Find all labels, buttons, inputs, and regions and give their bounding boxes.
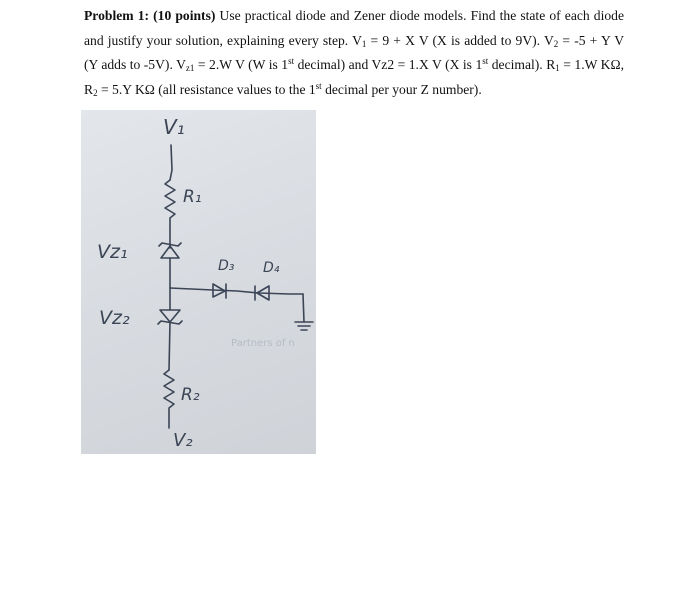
circuit-sketch (81, 110, 316, 454)
wire-ground-drop (303, 294, 304, 322)
wire-branch (170, 288, 303, 294)
label-r2: R₂ (181, 385, 200, 405)
label-d3: D₃ (218, 258, 235, 274)
zener-vz1-symbol (159, 243, 181, 258)
resistor-r1-symbol (165, 180, 175, 248)
wire-lower (169, 322, 170, 370)
ground-symbol (295, 322, 313, 330)
vz1-definition: = 2.W V (W is 1 (194, 57, 289, 72)
vz1-definition-end: decimal) and Vz2 = 1.X V (X is 1 (294, 57, 483, 72)
resistor-r2-symbol (164, 370, 174, 428)
problem-statement: Problem 1: (10 points) Use practical diode and Zener diode models. Find the state of each diode and justify your solution, explaining every step. $V_1 = 9 + X$ V (X is added to 9V). $V_2 = -5 + Y$ V (Y adds to -5V). $V_{z1} = 2.W$ V (W is 1st decimal) and Vz2 = 1.X V (X is 1st decimal). $R_1 = 1.W$ KΩ, $R_2 = 5.Y$ KΩ (all resistance values to the 1st decimal per your Z number). (84, 8, 625, 98)
problem-label: Problem 1: (10 points) (84, 8, 216, 23)
wire-top (170, 145, 172, 180)
label-r1: R₁ (183, 187, 202, 207)
v1-definition: = 9 + X V (X is added to 9V). (366, 32, 544, 48)
label-d4: D₄ (263, 260, 280, 276)
label-v2: V₂ (173, 430, 193, 451)
bleed-through-text: Partners of n (231, 338, 295, 349)
label-vz1: Vz₁ (97, 241, 128, 263)
vz2-definition-end: decimal). (488, 57, 547, 72)
problem-intro: Use practical diode and Zener diode models. Find the state of each diode and justify your solution, explaining every step. (84, 8, 624, 48)
circuit-photo (81, 110, 316, 454)
label-vz2: Vz₂ (99, 307, 130, 329)
r2-definition: = 5.Y KΩ (all resistance values to the 1 (97, 81, 316, 97)
v2-definition: = -5 + Y V (Y adds to -5V). (84, 32, 625, 72)
label-v1: V₁ (163, 115, 185, 139)
resistance-note: decimal per your Z number). (321, 81, 482, 97)
r1-definition: = 1.W KΩ, (559, 57, 624, 72)
